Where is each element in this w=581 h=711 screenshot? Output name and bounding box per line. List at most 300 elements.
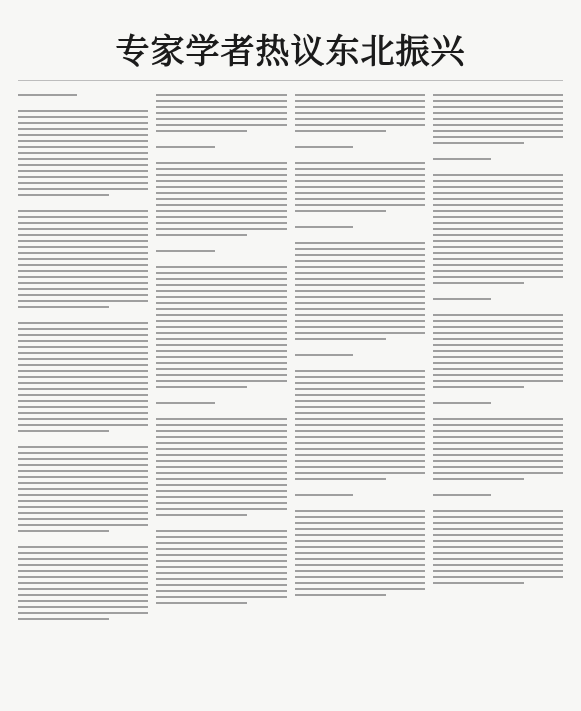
text-line xyxy=(295,436,425,438)
text-line xyxy=(433,112,563,114)
text-line xyxy=(433,130,563,132)
text-line xyxy=(18,546,148,548)
text-line xyxy=(156,484,286,486)
text-line xyxy=(18,110,148,112)
text-line xyxy=(295,118,425,120)
text-line xyxy=(295,582,425,584)
text-line xyxy=(156,554,286,556)
article-body-columns xyxy=(18,90,563,700)
text-line xyxy=(295,370,425,372)
text-line xyxy=(18,524,148,526)
text-line xyxy=(433,252,563,254)
text-line xyxy=(156,130,247,132)
text-line xyxy=(433,368,563,370)
text-line xyxy=(295,388,425,390)
text-line xyxy=(433,558,563,560)
text-line xyxy=(295,272,425,274)
text-line xyxy=(18,406,148,408)
text-line xyxy=(433,142,524,144)
text-line xyxy=(156,380,286,382)
text-line xyxy=(18,452,148,454)
text-line xyxy=(156,460,286,462)
text-line xyxy=(18,464,148,466)
text-line xyxy=(433,510,563,512)
text-line xyxy=(18,582,148,584)
text-line xyxy=(433,228,563,230)
headline-divider xyxy=(18,80,563,81)
text-line xyxy=(433,198,563,200)
text-line xyxy=(295,186,425,188)
text-line xyxy=(433,338,563,340)
text-line xyxy=(18,194,109,196)
text-line xyxy=(156,332,286,334)
text-line xyxy=(18,552,148,554)
text-line xyxy=(295,354,354,356)
text-line xyxy=(156,436,286,438)
text-line xyxy=(295,528,425,530)
text-line xyxy=(295,570,425,572)
text-line xyxy=(18,600,148,602)
text-line xyxy=(18,188,148,190)
text-line xyxy=(295,552,425,554)
text-line xyxy=(156,344,286,346)
text-line xyxy=(18,294,148,296)
text-line xyxy=(156,210,286,212)
text-line xyxy=(18,564,148,566)
text-line xyxy=(433,350,563,352)
text-line xyxy=(433,454,563,456)
text-line xyxy=(295,448,425,450)
paragraph-gap xyxy=(18,200,148,206)
text-line xyxy=(156,490,286,492)
text-line xyxy=(156,350,286,352)
text-line xyxy=(18,358,148,360)
text-line xyxy=(18,594,148,596)
text-line xyxy=(156,374,286,376)
text-line xyxy=(18,170,148,172)
text-line xyxy=(433,158,492,160)
text-line xyxy=(18,588,148,590)
text-line xyxy=(156,100,286,102)
text-line xyxy=(433,258,563,260)
text-line xyxy=(433,374,563,376)
text-line xyxy=(18,418,148,420)
text-line xyxy=(18,328,148,330)
text-line xyxy=(18,228,148,230)
text-line xyxy=(433,472,563,474)
text-line xyxy=(295,516,425,518)
paragraph-gap xyxy=(295,344,425,350)
text-line xyxy=(295,472,425,474)
text-line xyxy=(295,442,425,444)
text-line xyxy=(295,204,425,206)
text-line xyxy=(18,352,148,354)
text-line xyxy=(156,472,286,474)
text-line xyxy=(433,540,563,542)
text-line xyxy=(295,382,425,384)
text-line xyxy=(18,388,148,390)
text-line xyxy=(156,278,286,280)
text-line xyxy=(433,356,563,358)
text-line xyxy=(156,124,286,126)
text-line xyxy=(433,386,524,388)
text-line xyxy=(156,596,286,598)
text-line xyxy=(295,210,386,212)
text-line xyxy=(433,282,524,284)
text-line xyxy=(156,478,286,480)
text-line xyxy=(18,252,148,254)
text-line xyxy=(18,264,148,266)
text-line xyxy=(156,174,286,176)
paragraph-gap xyxy=(156,240,286,246)
text-line xyxy=(18,424,148,426)
paragraph-gap xyxy=(156,136,286,142)
text-line xyxy=(433,582,524,584)
text-line xyxy=(156,198,286,200)
text-line xyxy=(295,242,425,244)
text-line xyxy=(433,418,563,420)
text-line xyxy=(295,302,425,304)
text-line xyxy=(156,362,286,364)
paragraph-gap xyxy=(295,232,425,238)
text-line xyxy=(295,162,425,164)
text-line xyxy=(433,332,563,334)
text-line xyxy=(295,412,425,414)
headline: 专家学者热议东北振兴 xyxy=(115,32,466,72)
text-line xyxy=(156,266,286,268)
text-line xyxy=(433,216,563,218)
text-line xyxy=(295,112,425,114)
text-line xyxy=(18,222,148,224)
text-line xyxy=(295,192,425,194)
text-line xyxy=(433,320,563,322)
text-line xyxy=(156,308,286,310)
paragraph-gap xyxy=(156,520,286,526)
paragraph-gap xyxy=(295,484,425,490)
text-line xyxy=(18,400,148,402)
text-line xyxy=(156,584,286,586)
text-line xyxy=(433,362,563,364)
text-line xyxy=(18,158,148,160)
text-line xyxy=(18,470,148,472)
text-line xyxy=(18,606,148,608)
text-line xyxy=(156,234,247,236)
text-line xyxy=(295,314,425,316)
text-line xyxy=(433,276,563,278)
text-line xyxy=(433,460,563,462)
text-line xyxy=(18,346,148,348)
text-line xyxy=(295,254,425,256)
text-line xyxy=(18,240,148,242)
text-line xyxy=(156,548,286,550)
text-line xyxy=(156,228,286,230)
text-line xyxy=(156,146,215,148)
text-line xyxy=(18,258,148,260)
paragraph-gap xyxy=(18,436,148,442)
text-line xyxy=(433,192,563,194)
text-line xyxy=(295,460,425,462)
text-line xyxy=(18,494,148,496)
text-line xyxy=(156,106,286,108)
paragraph-gap xyxy=(295,136,425,142)
text-line xyxy=(156,326,286,328)
text-line xyxy=(433,174,563,176)
text-line xyxy=(295,540,425,542)
text-line xyxy=(295,534,425,536)
text-line xyxy=(18,94,77,96)
text-line xyxy=(18,146,148,148)
text-line xyxy=(295,106,425,108)
text-line xyxy=(156,112,286,114)
text-line xyxy=(295,260,425,262)
text-line xyxy=(433,466,563,468)
text-line xyxy=(18,576,148,578)
text-line xyxy=(18,216,148,218)
text-line xyxy=(18,122,148,124)
text-line xyxy=(156,368,286,370)
text-line xyxy=(18,446,148,448)
text-line xyxy=(295,558,425,560)
text-line xyxy=(433,240,563,242)
text-line xyxy=(433,424,563,426)
text-line xyxy=(295,588,425,590)
text-line xyxy=(156,386,247,388)
text-line xyxy=(156,222,286,224)
text-line xyxy=(295,564,425,566)
text-line xyxy=(156,448,286,450)
text-line xyxy=(295,198,425,200)
paragraph-gap xyxy=(433,164,563,170)
paragraph-gap xyxy=(433,148,563,154)
text-line xyxy=(295,376,425,378)
text-line xyxy=(433,124,563,126)
text-line xyxy=(433,494,492,496)
text-line xyxy=(295,546,425,548)
text-line xyxy=(18,570,148,572)
text-line xyxy=(18,152,148,154)
text-line xyxy=(18,394,148,396)
text-line xyxy=(295,180,425,182)
text-line xyxy=(295,284,425,286)
paragraph-gap xyxy=(295,500,425,506)
text-line xyxy=(156,284,286,286)
text-line xyxy=(18,382,148,384)
text-line xyxy=(156,338,286,340)
text-line xyxy=(156,356,286,358)
text-line xyxy=(295,278,425,280)
text-line xyxy=(18,558,148,560)
text-line xyxy=(18,506,148,508)
text-line xyxy=(295,168,425,170)
text-line xyxy=(18,282,148,284)
paragraph-gap xyxy=(433,392,563,398)
column-4 xyxy=(433,90,563,700)
text-line xyxy=(433,270,563,272)
text-line xyxy=(18,458,148,460)
column-2 xyxy=(156,90,286,700)
text-line xyxy=(433,534,563,536)
text-line xyxy=(156,442,286,444)
text-line xyxy=(156,502,286,504)
text-line xyxy=(18,482,148,484)
text-line xyxy=(433,326,563,328)
text-line xyxy=(433,478,524,480)
text-line xyxy=(18,234,148,236)
text-line xyxy=(18,618,109,620)
text-line xyxy=(18,128,148,130)
text-line xyxy=(433,234,563,236)
text-line xyxy=(433,204,563,206)
text-line xyxy=(433,576,563,578)
text-line xyxy=(18,364,148,366)
text-line xyxy=(156,290,286,292)
text-line xyxy=(295,454,425,456)
text-line xyxy=(295,174,425,176)
text-line xyxy=(433,522,563,524)
paragraph-gap xyxy=(433,408,563,414)
text-line xyxy=(156,192,286,194)
text-line xyxy=(156,204,286,206)
text-line xyxy=(295,430,425,432)
text-line xyxy=(18,430,109,432)
paragraph-gap xyxy=(18,100,148,106)
text-line xyxy=(156,250,215,252)
text-line xyxy=(295,394,425,396)
text-line xyxy=(156,296,286,298)
text-line xyxy=(18,500,148,502)
text-line xyxy=(295,576,425,578)
text-line xyxy=(295,424,425,426)
text-line xyxy=(156,180,286,182)
text-line xyxy=(433,344,563,346)
text-line xyxy=(18,164,148,166)
text-line xyxy=(156,578,286,580)
text-line xyxy=(433,430,563,432)
paragraph-gap xyxy=(18,536,148,542)
text-line xyxy=(156,542,286,544)
text-line xyxy=(433,210,563,212)
text-line xyxy=(295,320,425,322)
text-line xyxy=(156,566,286,568)
text-line xyxy=(433,106,563,108)
text-line xyxy=(18,276,148,278)
text-line xyxy=(295,94,425,96)
text-line xyxy=(295,124,425,126)
text-line xyxy=(156,118,286,120)
text-line xyxy=(295,522,425,524)
paragraph-gap xyxy=(156,256,286,262)
text-line xyxy=(18,116,148,118)
text-line xyxy=(18,300,148,302)
column-3 xyxy=(295,90,425,700)
text-line xyxy=(18,376,148,378)
paragraph-gap xyxy=(156,152,286,158)
text-line xyxy=(18,530,109,532)
text-line xyxy=(433,264,563,266)
text-line xyxy=(295,326,425,328)
text-line xyxy=(18,140,148,142)
text-line xyxy=(18,322,148,324)
text-line xyxy=(433,442,563,444)
text-line xyxy=(295,100,425,102)
text-line xyxy=(433,222,563,224)
text-line xyxy=(18,334,148,336)
paragraph-gap xyxy=(433,304,563,310)
text-line xyxy=(295,248,425,250)
text-line xyxy=(156,590,286,592)
text-line xyxy=(18,270,148,272)
text-line xyxy=(295,406,425,408)
text-line xyxy=(295,494,354,496)
text-line xyxy=(433,186,563,188)
text-line xyxy=(433,528,563,530)
text-line xyxy=(295,146,354,148)
text-line xyxy=(156,508,286,510)
text-line xyxy=(18,134,148,136)
text-line xyxy=(18,412,148,414)
text-line xyxy=(295,130,386,132)
text-line xyxy=(433,546,563,548)
paragraph-gap xyxy=(18,312,148,318)
text-line xyxy=(156,424,286,426)
text-line xyxy=(295,226,354,228)
text-line xyxy=(18,182,148,184)
text-line xyxy=(156,514,247,516)
text-line xyxy=(18,246,148,248)
text-line xyxy=(295,290,425,292)
text-line xyxy=(433,100,563,102)
paragraph-gap xyxy=(295,216,425,222)
text-line xyxy=(18,612,148,614)
text-line xyxy=(156,418,286,420)
text-line xyxy=(18,176,148,178)
paragraph-gap xyxy=(295,152,425,158)
text-line xyxy=(433,564,563,566)
text-line xyxy=(433,380,563,382)
text-line xyxy=(433,314,563,316)
paragraph-gap xyxy=(156,408,286,414)
text-line xyxy=(156,430,286,432)
paragraph-gap xyxy=(433,484,563,490)
text-line xyxy=(433,402,492,404)
text-line xyxy=(295,478,386,480)
text-line xyxy=(156,536,286,538)
text-line xyxy=(156,466,286,468)
text-line xyxy=(156,216,286,218)
text-line xyxy=(433,118,563,120)
text-line xyxy=(156,94,286,96)
text-line xyxy=(433,136,563,138)
text-line xyxy=(18,288,148,290)
text-line xyxy=(433,448,563,450)
text-line xyxy=(156,162,286,164)
text-line xyxy=(295,266,425,268)
text-line xyxy=(433,436,563,438)
text-line xyxy=(156,560,286,562)
text-line xyxy=(433,552,563,554)
text-line xyxy=(18,476,148,478)
text-line xyxy=(18,488,148,490)
text-line xyxy=(156,186,286,188)
text-line xyxy=(156,302,286,304)
text-line xyxy=(295,510,425,512)
text-line xyxy=(433,570,563,572)
text-line xyxy=(295,466,425,468)
text-line xyxy=(433,94,563,96)
text-line xyxy=(433,516,563,518)
text-line xyxy=(18,512,148,514)
text-line xyxy=(156,496,286,498)
